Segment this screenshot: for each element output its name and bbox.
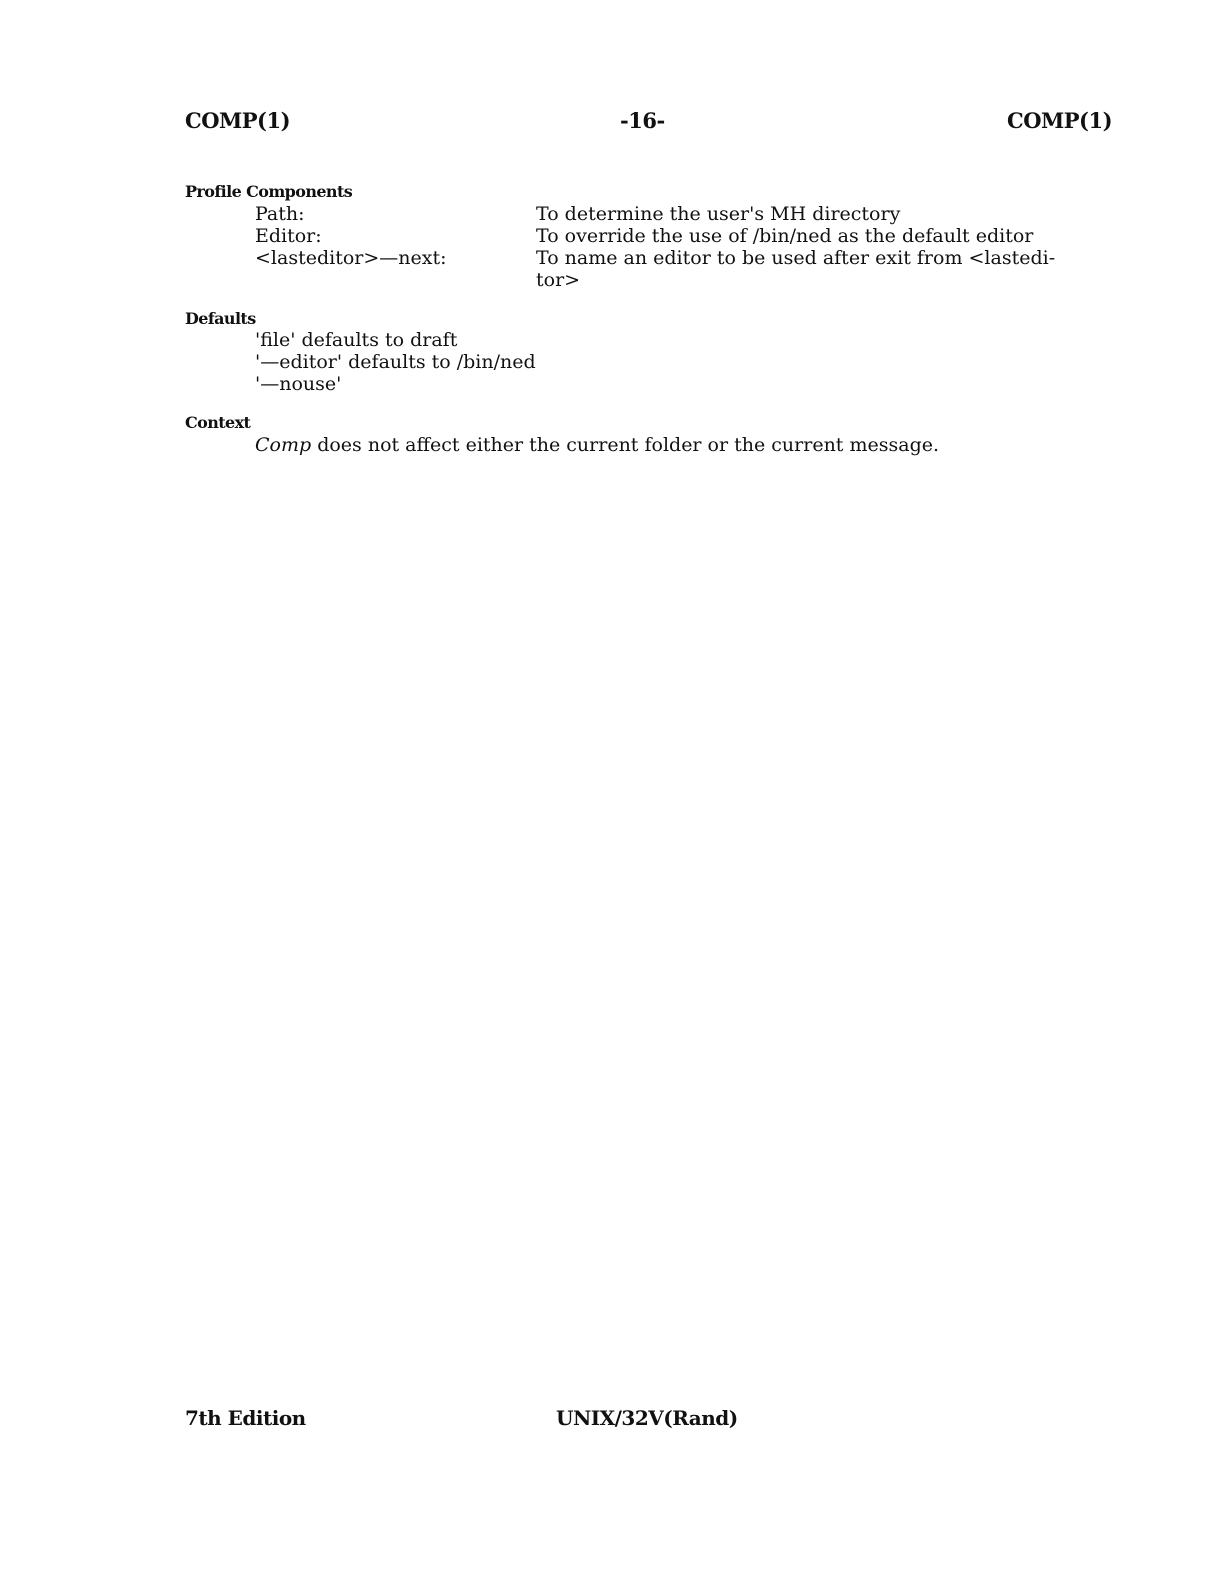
context-heading: Context [185, 413, 251, 432]
default-line: '—nouse' [255, 373, 342, 395]
default-line: 'file' defaults to draft [255, 329, 458, 351]
context-text: does not affect either the current folder or the current message. [311, 434, 940, 456]
command-name: Comp [255, 434, 312, 456]
footer-edition: 7th Edition [185, 1406, 306, 1430]
profile-component-description: To override the use of /bin/ned as the default editor [536, 225, 1034, 247]
defaults-heading: Defaults [185, 309, 256, 328]
profile-component-description: To name an editor to be used after exit from <lastedi- [536, 247, 1056, 269]
page-number: -16- [620, 108, 665, 133]
header-right-title: COMP(1) [1007, 108, 1113, 133]
footer-system: UNIX/32V(Rand) [556, 1406, 738, 1430]
profile-component-name: Editor: [255, 225, 322, 247]
profile-component-name: Path: [255, 203, 305, 225]
profile-component-name: <lasteditor>—next: [255, 247, 447, 269]
context-paragraph [255, 434, 939, 456]
profile-component-description-continuation: tor> [536, 269, 581, 291]
profile-component-description: To determine the user's MH directory [536, 203, 901, 225]
profile-components-heading: Profile Components [185, 182, 353, 201]
header-left-title: COMP(1) [185, 108, 291, 133]
default-line: '—editor' defaults to /bin/ned [255, 351, 536, 373]
